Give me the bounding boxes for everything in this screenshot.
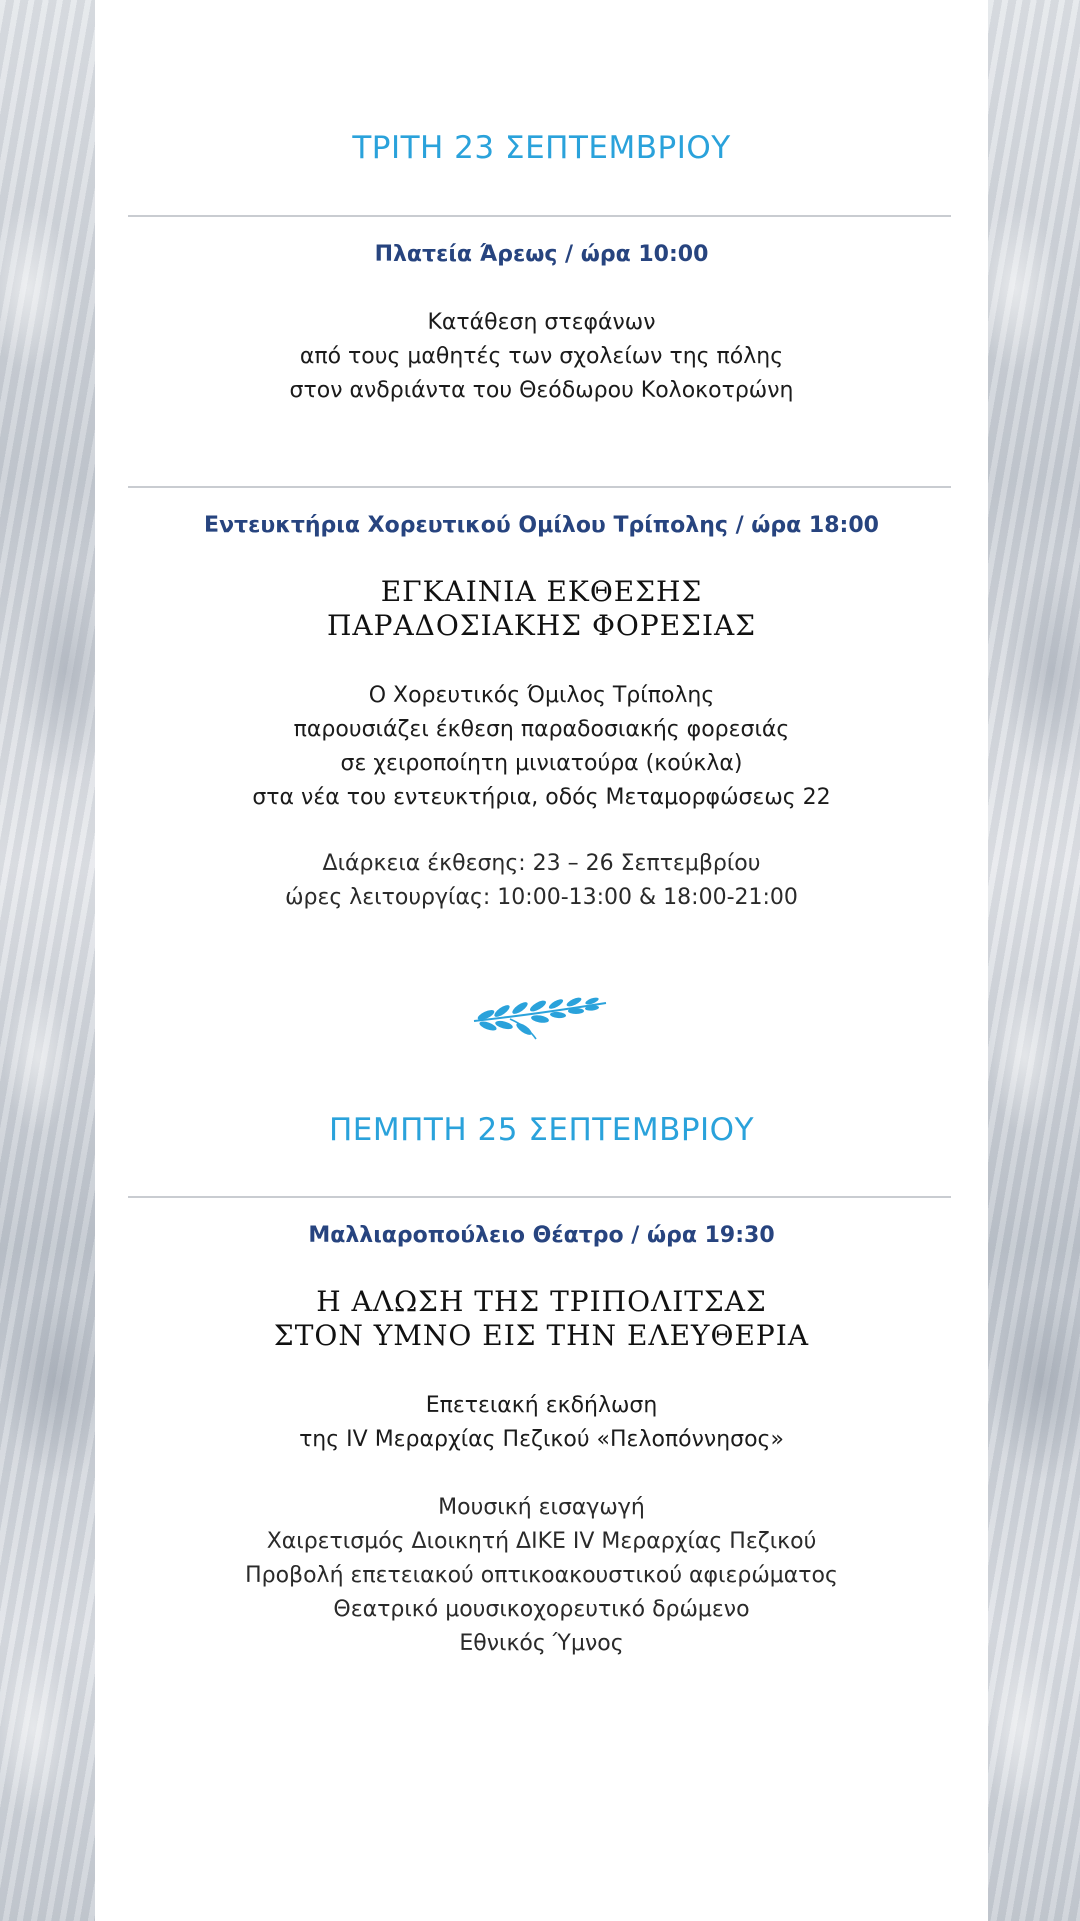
program-line: Εθνικός Ύμνος [459,1631,624,1656]
headline-line: Η ΑΛΩΣΗ ΤΗΣ ΤΡΙΠΟΛΙΤΣΑΣ [316,1285,767,1318]
program-line: Θεατρικό μουσικοχορευτικό δρώμενο [333,1597,750,1622]
day-title-thursday: ΠΕΜΠΤΗ 25 ΣΕΠΤΕΜΒΡΙΟΥ [328,1112,755,1148]
program-panel [95,0,988,1921]
description-line: Επετειακή εκδήλωση [425,1393,658,1418]
section-divider [128,1196,951,1198]
description-line: στον ανδριάντα του Θεόδωρου Κολοκοτρώνη [289,378,794,403]
description-line: από τους μαθητές των σχολείων της πόλης [299,344,784,369]
schedule-line: ώρες λειτουργίας: 10:00-13:00 & 18:00-21:00 [285,885,798,910]
program-line: Χαιρετισμός Διοικητή ΔΙΚΕ IV Μεραρχίας Πεζικού [266,1529,817,1554]
venue-time-3: Μαλλιαροπούλειο Θέατρο / ώρα 19:30 [308,1223,775,1248]
venue-time-1: Πλατεία Άρεως / ώρα 10:00 [374,242,709,267]
headline-line: ΣΤΟΝ ΥΜΝΟ ΕΙΣ ΤΗΝ ΕΛΕΥΘΕΡΙΑ [273,1319,810,1352]
event-description-3 [95,1389,988,1457]
section-divider [128,486,951,488]
description-line: σε χειροποίητη μινιατούρα (κούκλα) [340,751,743,776]
exhibition-schedule [95,847,988,915]
program-line: Μουσική εισαγωγή [438,1495,645,1520]
headline-line: ΕΓΚΑΙΝΙΑ ΕΚΘΕΣΗΣ [380,575,703,608]
section-divider [128,215,951,217]
program-line: Προβολή επετειακού οπτικοακουστικού αφιερώματος [245,1563,838,1588]
description-line: της IV Μεραρχίας Πεζικού «Πελοπόννησος» [299,1427,784,1452]
description-line: παρουσιάζει έκθεση παραδοσιακής φορεσιάς [293,717,790,742]
marble-relief-left [0,0,95,1921]
schedule-line: Διάρκεια έκθεσης: 23 – 26 Σεπτεμβρίου [322,851,761,876]
description-line: στα νέα του εντευκτήρια, οδός Μεταμορφώσεως 22 [252,785,831,810]
event-program [95,1491,988,1661]
description-line: Κατάθεση στεφάνων [427,310,656,335]
event-description-1 [95,306,988,408]
day-title-tuesday: ΤΡΙΤΗ 23 ΣΕΠΤΕΜΒΡΙΟΥ [352,130,731,166]
description-line: Ο Χορευτικός Όμιλος Τρίπολης [368,683,715,708]
marble-relief-right [988,0,1080,1921]
event-headline-3 [95,1285,988,1353]
event-description-2 [95,679,988,815]
venue-time-2: Εντευκτήρια Χορευτικού Ομίλου Τρίπολης / ώρα 18:00 [204,513,879,538]
event-headline-2 [95,575,988,643]
laurel-branch-icon [470,995,610,1043]
headline-line: ΠΑΡΑΔΟΣΙΑΚΗΣ ΦΟΡΕΣΙΑΣ [326,609,757,642]
